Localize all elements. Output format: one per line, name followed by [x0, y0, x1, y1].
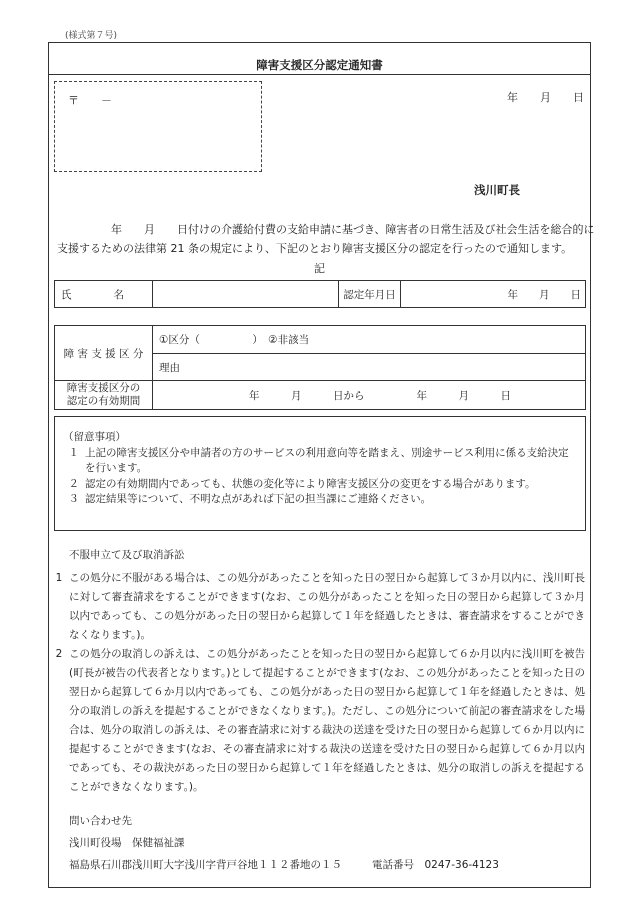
note-item [63, 492, 579, 508]
contact-section [69, 810, 499, 876]
validity-label-line-1: 障害支援区分の [66, 382, 141, 394]
contact-heading: 問い合わせ先 [69, 815, 132, 827]
appeal-text: この処分の取消しの訴えは、この処分があったことを知った日の翌日から起算して６か月以内に浅川町を被告(町長が被告の代表者となります。)として提起することができます(なお、この処分があったことを知った日の翌日から起算して６か月以内であっても、この処分があった日の翌日から起算して１年を経過したときは、処分の取消しの訴えを提起することができなくなります。)。ただし、この処分について前記の審査請求をした場合は、処分の取消しの訴えは、その審査請求に対する裁決の送達を受けた日の翌日から起算して６か月以内に提起することができます(なお、その審査請求に対する裁決の送達を受けた日の翌日から起算して６か月以内であっても、その裁決があった日の翌日から起算して１年を経過したときは、処分の取消しの訴えを提起することができなくなります。)。 [69, 648, 585, 793]
contact-office: 浅川町役場 保健福祉課 [69, 837, 185, 849]
note-number: １ [68, 446, 79, 459]
category-label: 障 害 支 援 区 分 [55, 326, 153, 381]
note-item [63, 446, 579, 477]
name-label-cell [55, 281, 153, 308]
postal-code-mark: 〒 － [68, 94, 112, 107]
support-category-table [54, 325, 586, 410]
appeal-title: 不服申立て及び取消訴訟 [69, 549, 185, 561]
notice-date: 年 月 日 [507, 91, 584, 104]
note-number: ２ [68, 477, 79, 490]
body-line-2: 支援するための法律第 21 条の規定により、下記のとおり障害支援区分の認定を行ったので通知します。 [57, 242, 573, 255]
ki-heading: 記 [314, 262, 325, 275]
note-text: 認定の有効期間内であっても、状態の変化等により障害支援区分の変更をする場合があります。 [85, 477, 536, 490]
note-text: 上記の障害支援区分や申請者の方のサービスの利用意向等を踏まえ、別途サービス利用に係る支給決定を行います。 [85, 446, 569, 474]
appeal-item [49, 645, 589, 797]
cert-date-value: 年 月 日 [401, 281, 586, 308]
note-text: 認定結果等について、不明な点があれば下記の担当課にご連絡ください。 [85, 493, 432, 505]
title-divider [49, 74, 590, 75]
recipient-address-box [54, 81, 262, 172]
contact-address-line [69, 854, 499, 876]
notice-body [57, 220, 595, 258]
notes-box [54, 416, 586, 531]
contact-address: 福島県石川郡浅川町大字浅川字背戸谷地１１２番地の１５ [69, 859, 342, 871]
notice-frame [48, 42, 595, 888]
note-item [63, 477, 579, 493]
appeal-section [49, 546, 589, 797]
appeal-text: この処分に不服がある場合は、この処分があったことを知った日の翌日から起算して３か月以内に、浅川町長に対して審査請求をすることができます(なお、この処分があったことを知った日の翌日から起算して３か月以内であっても、この処分があった日の翌日から起算して１年を経過したときは、審査請求をすることができなくなります。)。 [69, 572, 585, 641]
validity-label-line-2: 認定の有効期間 [66, 395, 141, 407]
notes-heading: （留意事項） [63, 431, 126, 443]
document-title: 障害支援区分認定通知書 [256, 58, 383, 72]
validity-from: 年 月 日から [153, 381, 387, 410]
category-option: ①区分（ ） ②非該当 [153, 326, 586, 354]
name-value-cell [153, 281, 339, 308]
issuer-name: 浅川町長 [474, 183, 520, 197]
appeal-item [49, 569, 589, 645]
form-number: (様式第７号) [65, 31, 118, 41]
note-number: ３ [68, 493, 79, 505]
appeal-number: 1 [55, 572, 63, 584]
applicant-table [54, 280, 586, 308]
name-label: 氏 名 [61, 288, 124, 301]
contact-phone: 電話番号 0247-36-4123 [372, 859, 499, 871]
body-line-1: 年 月 日付けの介護給付費の支給申請に基づき、障害者の日常生活及び社会生活を総合的に [111, 223, 595, 236]
validity-to: 年 月 日 [387, 381, 586, 410]
appeal-number: 2 [55, 648, 63, 660]
validity-label-cell [55, 381, 153, 410]
cert-date-label: 認定年月日 [339, 281, 401, 308]
reason-label: 理由 [153, 354, 586, 381]
